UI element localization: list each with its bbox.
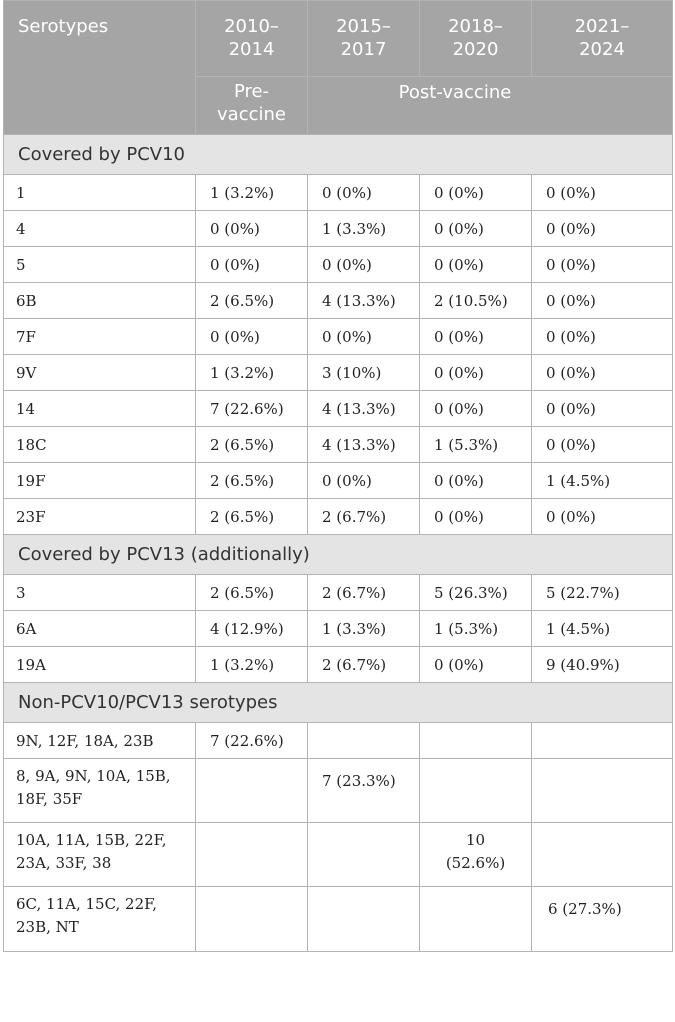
value-cell: 0 (0%) (420, 391, 532, 427)
serotype-cell: 8, 9A, 9N, 10A, 15B, 18F, 35F (4, 759, 196, 823)
header-period-2010-2014: 2010–2014 (196, 1, 308, 77)
value-cell: 9 (40.9%) (532, 647, 673, 683)
value-cell: 2 (6.5%) (196, 575, 308, 611)
serotype-cell: 19F (4, 463, 196, 499)
table-row (4, 647, 673, 683)
serotype-cell: 5 (4, 247, 196, 283)
value-cell: 0 (0%) (532, 211, 673, 247)
section-title: Covered by PCV13 (additionally) (4, 535, 673, 575)
serotype-cell: 19A (4, 647, 196, 683)
value-cell: 2 (6.7%) (308, 647, 420, 683)
value-cell: 0 (0%) (420, 247, 532, 283)
table-row (4, 427, 673, 463)
section-title: Non-PCV10/PCV13 serotypes (4, 683, 673, 723)
value-cell: 4 (12.9%) (196, 611, 308, 647)
value-cell: 2 (6.5%) (196, 499, 308, 535)
value-cell: 0 (0%) (308, 319, 420, 355)
value-cell: 1 (4.5%) (532, 463, 673, 499)
section-pcv13 (4, 535, 673, 575)
value-cell (420, 759, 532, 823)
header-period-2018-2020: 2018–2020 (420, 1, 532, 77)
header-row-periods (4, 1, 673, 77)
value-cell (532, 759, 673, 823)
section-title: Covered by PCV10 (4, 135, 673, 175)
serotype-cell: 4 (4, 211, 196, 247)
value-cell: 2 (6.7%) (308, 575, 420, 611)
value-cell: 0 (0%) (308, 247, 420, 283)
section-pcv10 (4, 135, 673, 175)
serotype-cell: 10A, 11A, 15B, 22F, 23A, 33F, 38 (4, 823, 196, 887)
value-cell: 2 (6.5%) (196, 427, 308, 463)
section-non-pcv (4, 683, 673, 723)
value-cell: 7 (22.6%) (196, 391, 308, 427)
value-cell: 1 (5.3%) (420, 611, 532, 647)
header-period-2015-2017: 2015–2017 (308, 1, 420, 77)
value-cell: 2 (6.5%) (196, 283, 308, 319)
value-cell: 4 (13.3%) (308, 283, 420, 319)
table-row (4, 499, 673, 535)
value-cell: 0 (0%) (532, 427, 673, 463)
value-cell: 1 (3.2%) (196, 355, 308, 391)
value-cell: 7 (22.6%) (196, 723, 308, 759)
table-row (4, 247, 673, 283)
value-cell: 1 (4.5%) (532, 611, 673, 647)
value-cell: 4 (13.3%) (308, 427, 420, 463)
table-row (4, 463, 673, 499)
value-cell (196, 887, 308, 952)
serotype-cell: 3 (4, 575, 196, 611)
value-cell: 0 (0%) (196, 247, 308, 283)
value-cell: 10 (52.6%) (420, 823, 532, 887)
value-cell: 1 (3.3%) (308, 211, 420, 247)
serotype-cell: 6C, 11A, 15C, 22F, 23B, NT (4, 887, 196, 952)
serotype-cell: 14 (4, 391, 196, 427)
value-cell: 0 (0%) (420, 175, 532, 211)
value-cell: 0 (0%) (196, 319, 308, 355)
value-cell: 0 (0%) (308, 175, 420, 211)
serotype-cell: 6B (4, 283, 196, 319)
value-cell: 2 (6.7%) (308, 499, 420, 535)
value-cell: 0 (0%) (420, 647, 532, 683)
value-cell: 2 (6.5%) (196, 463, 308, 499)
serotype-cell: 1 (4, 175, 196, 211)
table-row (4, 355, 673, 391)
table-row (4, 211, 673, 247)
value-cell: 0 (0%) (532, 283, 673, 319)
table-row (4, 887, 673, 952)
value-cell (308, 723, 420, 759)
serotype-cell: 7F (4, 319, 196, 355)
value-cell: 1 (3.3%) (308, 611, 420, 647)
header-serotypes: Serotypes (4, 1, 196, 135)
value-cell (420, 887, 532, 952)
value-cell: 6 (27.3%) (532, 887, 673, 952)
serotype-cell: 9N, 12F, 18A, 23B (4, 723, 196, 759)
value-cell: 1 (5.3%) (420, 427, 532, 463)
value-cell: 0 (0%) (532, 391, 673, 427)
value-cell: 0 (0%) (532, 499, 673, 535)
table-row (4, 723, 673, 759)
table-row (4, 823, 673, 887)
value-cell: 0 (0%) (420, 319, 532, 355)
table-row (4, 175, 673, 211)
value-cell: 0 (0%) (532, 247, 673, 283)
value-cell: 2 (10.5%) (420, 283, 532, 319)
value-cell (532, 723, 673, 759)
value-cell: 0 (0%) (420, 499, 532, 535)
value-cell: 1 (3.2%) (196, 175, 308, 211)
serotype-table (3, 0, 673, 952)
value-cell: 0 (0%) (532, 355, 673, 391)
header-pre-vaccine: Pre-vaccine (196, 77, 308, 135)
serotype-cell: 6A (4, 611, 196, 647)
value-cell: 3 (10%) (308, 355, 420, 391)
value-cell (420, 723, 532, 759)
value-cell: 0 (0%) (420, 463, 532, 499)
value-cell: 0 (0%) (308, 463, 420, 499)
value-cell: 5 (26.3%) (420, 575, 532, 611)
value-cell: 1 (3.2%) (196, 647, 308, 683)
table-row (4, 283, 673, 319)
value-cell: 0 (0%) (420, 211, 532, 247)
value-cell (196, 823, 308, 887)
value-cell (532, 823, 673, 887)
serotype-cell: 9V (4, 355, 196, 391)
serotype-cell: 18C (4, 427, 196, 463)
value-cell (308, 823, 420, 887)
value-cell: 7 (23.3%) (308, 759, 420, 823)
value-cell: 5 (22.7%) (532, 575, 673, 611)
value-cell: 4 (13.3%) (308, 391, 420, 427)
value-cell (308, 887, 420, 952)
table-row (4, 759, 673, 823)
header-post-vaccine: Post-vaccine (308, 77, 673, 135)
value-cell (196, 759, 308, 823)
table-row (4, 611, 673, 647)
value-cell: 0 (0%) (532, 175, 673, 211)
table-row (4, 391, 673, 427)
table-row (4, 319, 673, 355)
header-period-2021-2024: 2021–2024 (532, 1, 673, 77)
value-cell: 0 (0%) (196, 211, 308, 247)
value-cell: 0 (0%) (420, 355, 532, 391)
table-row (4, 575, 673, 611)
value-cell: 0 (0%) (532, 319, 673, 355)
serotype-cell: 23F (4, 499, 196, 535)
